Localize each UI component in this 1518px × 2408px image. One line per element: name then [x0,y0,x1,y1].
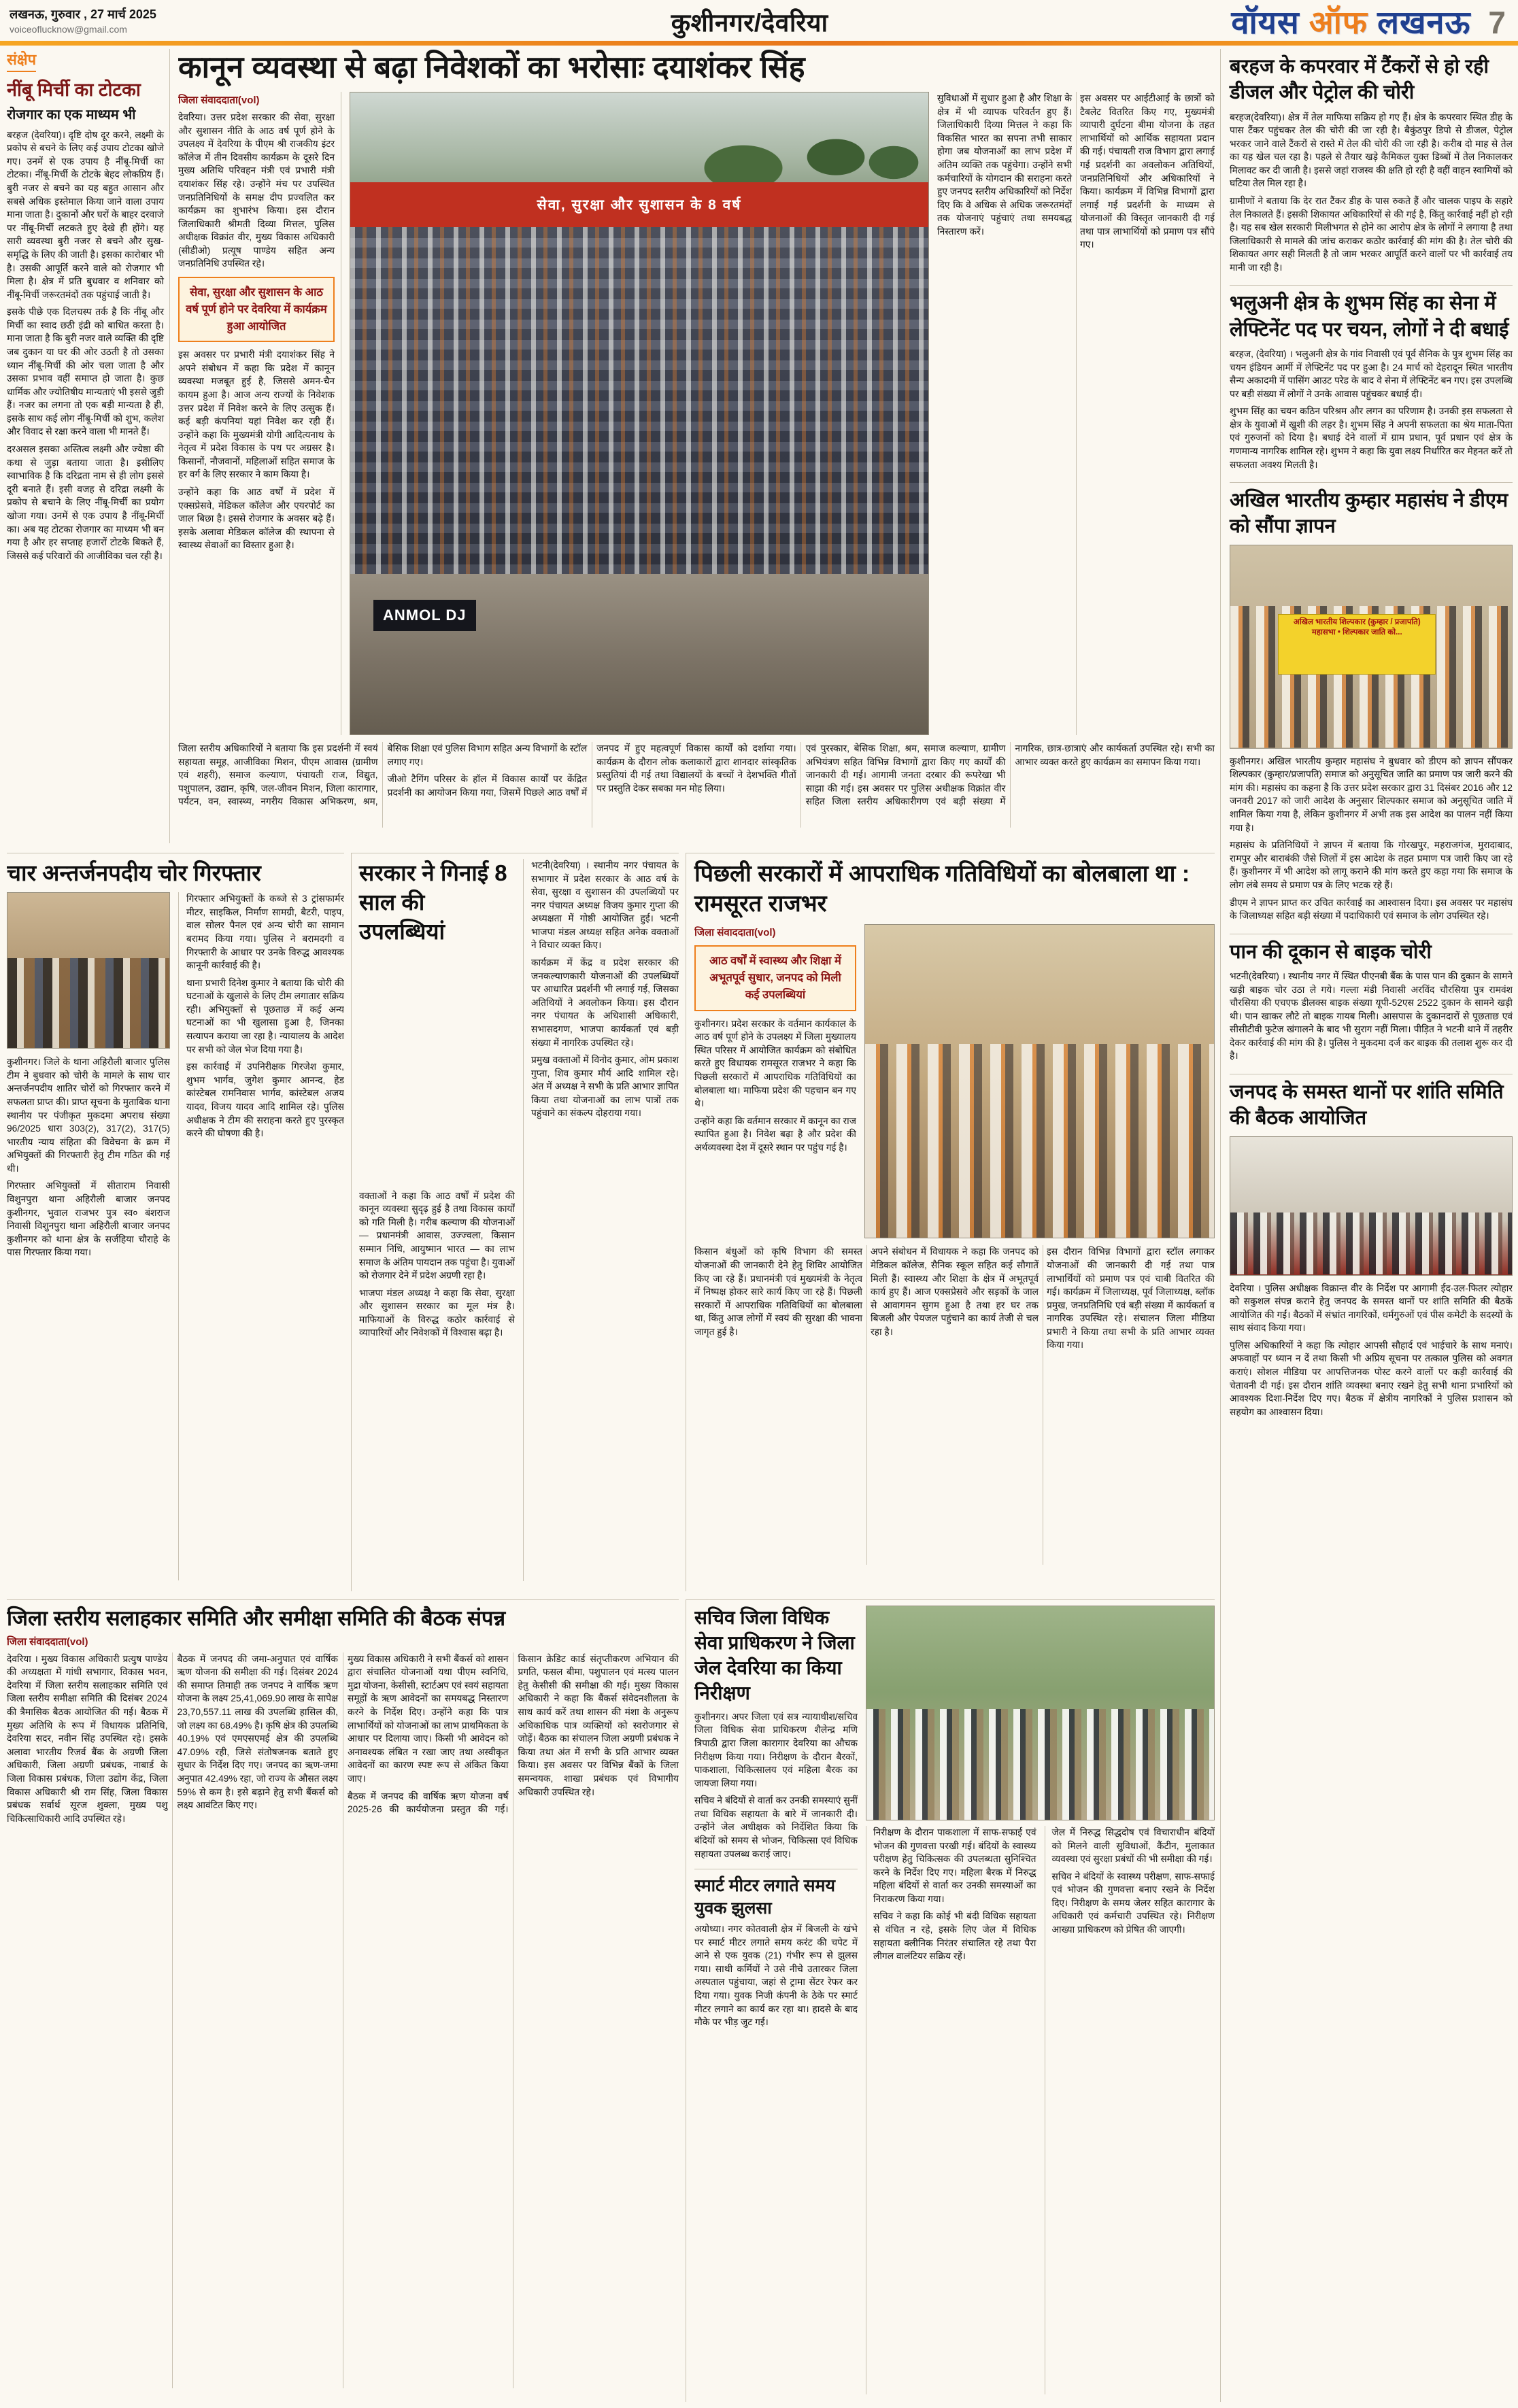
masthead-word: लखनऊ [1377,4,1471,40]
peace-body: देवरिया । पुलिस अधीक्षक विक्रान्त वीर के निर्देश पर आगामी ईद-उल-फितर त्योहार को सकुशल संपन्न कराने हेतु जनपद के समस्त थानों पर शांति समिति की बैठकें आयोजित की गईं। बैठकों में संभ्रांत नागरिकों, धर्मगुरुओं एवं पीस कमेटी के सदस्यों के साथ संवाद किया गया। पुलिस अधिकारियों ने कहा कि त्योहार आपसी सौहार्द एवं भाईचारे के साथ मनाएं। अफवाहों पर ध्यान न दें तथा किसी भी अप्रिय सूचना पर तत्काल पुलिस को अवगत कराएं। सोशल मीडिया पर आपत्तिजनक पोस्ट करने वालों पर कड़ी कार्रवाई की चेतावनी दी गई। इस दौरान शांति व्यवस्था बनाए रखने हेतु सभी थाना प्रभारियों को आवश्यक दिशा-निर्देश दिए गए। बैठक में क्षेत्रीय नागरिकों ने पुलिस प्रशासन को सहयोग का आश्वासन दिया। [1230,1283,1513,1417]
oil-theft-body: बरहज(देवरिया)। क्षेत्र में तेल माफिया सक्रिय हो गए हैं। क्षेत्र के कपरवार स्थित डीह के पास टैंकर पहुंचकर तेल की चोरी की जा रही है। बैकुंठपुर डिपो से डीजल, पेट्रोल भरकर जाने वाले टैंकरों से रास्ते में तेल की चोरी की जा रही है। करीब दो माह से तेल का यह खेल चल रहा है। पहले से तैयार खड़े कैमिकल युक्त डिब्बों में तेल निकालकर मिलावट कर दी जाती है। इससे जहां राजस्व की क्षति हो रही है वहीं वाहन स्वामियों को घटिया तेल मिल रहा है। ग्रामीणों ने बताया कि देर रात टैंकर डीह के पास रुकते हैं और चालक पाइप के सहारे तेल निकालते हैं। इसकी शिकायत अधिकारियों से की गई है, किंतु कार्रवाई नहीं हो रही है। यह सब खेल सरकारी मिलीभगत से होने का आरोप क्षेत्र के लोगों ने लगाया है तथा जिलाधिकारी से मामले की जांच कराकर कठोर कार्रवाई की मांग की है। तेल चोरी की शिकायत अगर सही मिलती है तो जाम भरकर आपूर्ति करने वालों पर भी कार्रवाई तय मानी जा रही है। [1230,112,1513,273]
brief-body: बरहज (देवरिया)। दृष्टि दोष दूर करने, लक्ष्मी के प्रकोप से बचने के लिए कई उपाय टोटका खोजे गए। उनमें से एक उपाय है नींबू-मिर्ची का टोटका। नींबू-मिर्ची के टोटके बेहद लोकप्रिय हैं। बुरी नजर से बचने का यह बहुत आसान और सबसे अधिक इस्तेमाल किया जाने वाला उपाय माना जाता है। दुकानों और घरों के बाहर दरवाजे पर नींबू-मिर्ची लटकते हुए देखे ही होंगे। यह सारी व्यवस्था बुरी नजर से बचने और सुख-समृद्धि के लिए की जाती है। इसका कारोबार भी है। उसकी आपूर्ति करने वाले को रोजगार भी मिला है। क्षेत्र में प्रति बुधवार व शनिवार को नींबू-मिर्ची जरूरतमंदों तक पहुंचाई जाती है। इसके पीछे एक दिलचस्प तर्क है कि नींबू और मिर्ची का स्वाद छठी इंद्री को बाधित करता है। माना जाता है कि बुरी नजर वाले व्यक्ति की दृष्टि जब दुकान या घर की ओर उठती है तो उसका ध्यान नींबू-मिर्ची की ओर चला जाता है और उसका प्रभाव वहीं समाप्त हो जाता है। कुछ धार्मिक और ज्योतिषीय मान्यताएं भी इससे जुड़ी हैं। नजर का लगना तो एक बड़ी मान्यता है ही, इसके साथ कई लोग नींबू-मिर्ची को शुभ, कलेश और विवाद से रक्षा करने वाला भी मानते हैं। दरअसल इसका अस्तित्व लक्ष्मी और ज्येष्ठा की कथा से जुड़ा बताया जाता है। इसीलिए स्वाभाविक है कि दरिद्रता नाम से ही लोग इससे दूरी बनाते हैं। इसी वजह से दरिद्रा लक्ष्मी के प्रकोप से बचाने के लिए नींबू-मिर्ची का प्रयोग खोजा गया। उनमें से एक उपाय है नींबू-मिर्ची का। अब यह टोटका रोजगार का माध्यम भी बन गया है और हर सप्ताह हजारों टोटके बिकते हैं, जिससे कई परिवारों की आजीविका चल रही है। [7,129,164,561]
lead-body-top: देवरिया। उत्तर प्रदेश सरकार की सेवा, सुरक्षा और सुशासन नीति के आठ वर्ष पूर्ण होने के उपलक्ष्य में देवरिया के पीएम श्री राजकीय इंटर कॉलेज में तीन दिवसीय कार्यक्रम के दूसरे दिन मुख्य अतिथि परिवहन मंत्री एवं प्रभारी मंत्री दयाशंकर सिंह रहे। उन्होंने मंच पर उपस्थित जनप्रतिनिधियों के समक्ष दीप प्रज्वलित कर कार्यक्रम का शुभारंभ किया। इस दौरान जिलाधिकारी श्रीमती दिव्या मित्तल, पुलिस अधीक्षक विक्रांत वीर, मुख्य विकास अधिकारी (सीडीओ) प्रत्यूष पाण्डेय सहित अन्य जनप्रतिनिधि उपस्थित रहे। [178,112,335,269]
bike-theft-body: भटनी(देवरिया) । स्थानीय नगर में स्थित पीएनबी बैंक के पास पान की दुकान के सामने खड़ी बाइक चोर उठा ले गये। गल्ला मंडी निवासी अरविंद चौरसिया पुत्र रामवंश चौरसिया की एचएफ डीलक्स बाइक संख्या यूपी-52एस 2522 दुकान के सामने खड़ी थी। पान खाकर लौटे तो बाइक गायब मिली। आसपास के दुकानदारों से पूछताछ एवं सीसीटीवी फुटेज खंगालने के बाद भी सुराग नहीं मिला। पीड़ित ने भटनी थाने में तहरीर देकर कार्रवाई की मांग की है। पुलिस ने मुकदमा दर्ज कर बाइक की तलाश शुरू कर दी है। [1230,970,1513,1062]
eight-years-body [359,859,679,1581]
photo-rajbhar-stage [864,924,1215,1238]
article-rajbhar [686,853,1215,1591]
photo-crowd [350,227,928,574]
brief-headline: नींबू मिर्ची का टोटका [7,80,141,100]
peace-headline: जनपद के समस्त थानों पर शांति समिति की बैठक आयोजित [1230,1081,1504,1130]
photo-peace-meeting [1230,1136,1513,1276]
section-title: कुशीनगर/देवरिया [671,8,828,37]
lead-column-right: सुविधाओं में सुधार हुआ है और शिक्षा के क्षेत्र में भी व्यापक परिवर्तन हुए हैं। जिलाधिकारी दिव्या मित्तल ने कहा कि विकसित भारत का सपना तभी साकार होगा जब योजनाओं का लाभ प्रदेश में अंतिम व्यक्ति तक पहुंचेगा। उन्होंने सभी कर्मचारियों के योगदान की सराहना करते हुए जनपद स्तरीय अधिकारियों को निर्देश दिए कि वे अधिक से अधिक जरूरतमंदों तक योजनाएं पहुंचाएं तथा समयबद्ध निस्तारण करें। इस अवसर पर आईटीआई के छात्रों को टैबलेट वितरित किए गए, मुख्यमंत्री व्यापारी दुर्घटना बीमा योजना के तहत लाभार्थियों को आर्थिक सहायता प्रदान की गई। पंचायती राज विभाग द्वारा लगाई गई प्रदर्शनी का अवलोकन अतिथियों, जनप्रतिनिधियों और अधिकारियों ने किया। कार्यक्रम में विभिन्न विभागों द्वारा लगाई गई प्रदर्शनी के माध्यम से योजनाओं की विस्तृत जानकारी दी गई तथा पात्र लाभार्थियों को प्रमाण पत्र सौंपे गए। [937,93,1215,250]
thieves-headline: चार अन्तर्जनपदीय चोर गिरफ्तार [7,860,261,885]
lead-bottom-strip: जिला स्तरीय अधिकारियों ने बताया कि इस प्रदर्शनी में स्वयं सहायता समूह, आजीविका मिशन, पीएम आवास (ग्रामीण एवं शहरी), समाज कल्याण, पंचायती राज, विद्युत, पशुपालन, उद्यान, कृषि, जल-जीवन मिशन, जिला कारागार, पर्यटन, वन, स्वास्थ्य, नगरीय विकास अभिकरण, श्रम, बेसिक शिक्षा एवं पुलिस विभाग सहित अन्य विभागों के स्टॉल लगाए गए। जीओ टैगिंग परिसर के हॉल में विकास कार्यों पर केंद्रित प्रदर्शनी का आयोजन किया गया, जिसमें पिछले आठ वर्षों में जनपद में हुए महत्वपूर्ण विकास कार्यों को दर्शाया गया। कार्यक्रम के दौरान लोक कलाकारों द्वारा शानदार सांस्कृतिक प्रस्तुतियां दी गईं तथा विद्यालयों के बच्चों ने देशभक्ति गीतों पर प्रस्तुति देकर सबका मन मोह लिया। एवं पुरस्कार, बेसिक शिक्षा, श्रम, समाज कल्याण, ग्रामीण अभियंत्रण सहित विभिन्न विभागों द्वारा किए गए कार्यों की जानकारी दी गई। आगामी जनता दरबार की रूपरेखा भी साझा की गई। इस अवसर पर पुलिस अधीक्षक विक्रांत वीर सहित जिला स्तरीय अधिकारीगण एवं बड़ी संख्या में नागरिक, छात्र-छात्राएं और कार्यकर्ता उपस्थित रहे। सभी का आभार व्यक्त करते हुए कार्यक्रम का समापन किया गया। [178,743,1215,807]
lead-quote-box: सेवा, सुरक्षा और सुशासन के आठ वर्ष पूर्ण होने पर देवरिया में कार्यक्रम हुआ आयोजित [178,277,335,342]
article-smart-meter [694,1869,858,2029]
smart-meter-headline: स्मार्ट मीटर लगाते समय युवक झुलसा [694,1876,835,1918]
bike-theft-headline: पान की दूकान से बाइक चोरी [1230,940,1432,963]
jail-col1-text: कुशीनगर। अपर जिला एवं सत्र न्यायाधीश/सचिव जिला विधिक सेवा प्राधिकरण शैलेन्द्र मणि त्रिपाठी द्वारा जिला कारागार देवरिया का औचक निरीक्षण किया गया। निरीक्षण के दौरान बैरकों, पाकशाला, चिकित्सालय एवं महिला बैरक का जायजा लिया गया। सचिव ने बंदियों से वार्ता कर उनकी समस्याएं सुनीं तथा विधिक सहायता के बारे में जानकारी दी। उन्होंने जेल अधीक्षक को निर्देशित किया कि बंदियों को समय से भोजन, चिकित्सा एवं विधिक सहायता उपलब्ध कराई जाए। [694,1711,858,1859]
article-army-selection [1230,285,1513,482]
rajbhar-headline: पिछली सरकारों में आपराधिक गतिविधियों का बोलबाला था : रामसूरत राजभर [694,861,1190,917]
jail-headline: सचिव जिला विधिक सेवा प्राधिकरण ने जिला जेल देवरिया का किया निरीक्षण [694,1607,855,1703]
lead-column-left [178,92,341,735]
date-line: लखनऊ, गुरुवार , 27 मार्च 2025 [10,7,156,22]
header-right [1231,0,1508,43]
photo-lead-event [350,92,929,735]
masthead-word: ऑफ [1309,4,1368,40]
brief-subhead: रोजगार का एक माध्यम भी [7,107,136,122]
kumhar-headline: अखिल भारतीय कुम्हार महासंघ ने डीएम को सौंपा ज्ञापन [1230,490,1508,538]
rajbhar-middle [694,924,1215,1238]
photo-arrested-thieves [7,892,170,1049]
jail-body [694,1606,1215,2394]
article-peace-committee [1230,1074,1513,1429]
rajbhar-byline: जिला संवाददाता(vol) [694,927,776,939]
photo-stage-banner: सेवा, सुरक्षा और सुशासन के 8 वर्ष [350,182,928,227]
article-bike-theft [1230,934,1513,1074]
article-advisory-meeting [7,1599,679,2402]
kumhar-body: कुशीनगर। अखिल भारतीय कुम्हार महासंघ ने बुधवार को डीएम को ज्ञापन सौंपकर शिल्पकार (कुम्हार/प्रजापति) समाज को अनुसूचित जाति का प्रमाण पत्र जारी करने की मांग की। महासंघ का कहना है कि उत्तर प्रदेश सरकार द्वारा 31 दिसंबर 2016 और 12 जनवरी 2017 को जारी आदेश के अनुसार शिल्पकार समाज को अनुसूचित जाति में शामिल किया गया है, लेकिन कुशीनगर में अभी तक इस आदेश का पालन नहीं किया गया है। महासंघ के प्रतिनिधियों ने ज्ञापन में बताया कि गोरखपुर, महराजगंज, मुरादाबाद, रामपुर और बाराबंकी जैसे जिलों में इस आदेश के तहत प्रमाण पत्र जारी किए जा रहे हैं। कुशीनगर में भी आदेश को लागू कराने की मांग करते हुए कहा गया कि समाज के लोग लंबे समय से प्रमाण पत्र के लिए भटक रहे हैं। डीएम ने ज्ञापन प्राप्त कर उचित कार्रवाई का आश्वासन दिया। इस अवसर पर महासंघ के जिलाध्यक्ष सहित बड़ी संख्या में पदाधिकारी एवं समाज के लोग उपस्थित रहे। [1230,756,1513,921]
jail-column-left [694,1606,858,2394]
article-kumhar-memorandum [1230,482,1513,933]
kumhar-banner-text: अखिल भारतीय शिल्पकार (कुम्हार / प्रजापति) महासभा • शिल्पकार जाति को... [1278,614,1436,675]
article-thieves [7,853,344,1591]
article-jail-inspection [686,1599,1215,2402]
lead-byline: जिला संवाददाता(vol) [178,95,260,107]
thieves-column-a: कुशीनगर। जिले के थाना अहिरौली बाजार पुलिस टीम ने बुधवार को चोरी के मामले के साथ चार अन्तर्जनपदीय शातिर चोरों को गिरफ्तार करने में सफलता प्राप्त की। प्राप्त सूचना के मुताबिक थाना स्थानीय पर पंजीकृत मुकदमा अपराध संख्या 96/2025 धारा 303(2), 317(2), 317(5) भारतीय न्याय संहिता की विवेचना के क्रम में अभियुक्तों की गिरफ्तारी हेतु टीम गठित की गई थी। गिरफ्तार अभियुक्तों में सीताराम निवासी विशुनपुरा थाना अहिरौली बाजार जनपद कुशीनगर, भुवाल राजभर पुत्र स्व० बंशराज निवासी विशुनपुरा थाना अहिरौली बाजार जनपद कुशीनगर को थाना क्षेत्र के सर्जहिया चौराहे के पास गिरफ्तार किया गया। [7,1057,170,1258]
photo-stage-floor [350,574,928,734]
email-address: voiceoflucknow@gmail.com [10,23,127,35]
article-eight-years [351,853,679,1591]
page-number: 7 [1488,5,1506,40]
lead-body-bottom: इस अवसर पर प्रभारी मंत्री दयाशंकर सिंह ने अपने संबोधन में कहा कि प्रदेश में कानून व्यवस्था मजबूत हुई है, जिससे अमन-चैन कायम हुआ है। आज अन्य राज्यों के निवेशक उत्तर प्रदेश में निवेश करने के लिए उत्सुक हैं। कई बड़ी कंपनियां यहां निवेश कर रही हैं। उन्होंने कहा कि मुख्यमंत्री योगी आदित्यनाथ के नेतृत्व में प्रदेश विकास के पथ पर अग्रसर है। किसानों, नौजवानों, महिलाओं सहित समाज के हर वर्ग के लिए सरकार ने काम किया है। उन्होंने कहा कि आठ वर्षों में प्रदेश में एक्सप्रेसवे, मेडिकल कॉलेज और एयरपोर्ट का जाल बिछा है। इससे रोजगार के अवसर बढ़े हैं। इसके अलावा मेडिकल कॉलेज की स्थापना से स्वास्थ्य सेवाओं का विस्तार हुआ है। [178,350,335,551]
article-lead [178,49,1215,845]
photo-jail-inspection [866,1606,1215,1820]
oil-theft-headline: बरहज के कपरवार में टैंकरों से हो रही डीजल और पेट्रोल की चोरी [1230,56,1489,104]
masthead-word: वॉयस [1231,4,1300,40]
newspaper-name [1231,0,1470,43]
thieves-column-b: गिरफ्तार अभियुक्तों के कब्जे से 3 ट्रांसफार्मर मीटर, साइकिल, निर्माण सामग्री, बैटरी, पाइप, वाल सोलर पैनल एवं अन्य चोरी का सामान बरामद किया गया। पुलिस ने बरामदगी व गिरफ्तारी के आधार पर उनके विरुद्ध आवश्यक कानूनी कार्रवाई की है। थाना प्रभारी दिनेश कुमार ने बताया कि चोरी की घटनाओं के खुलासे के लिए टीम लगातार सक्रिय रही। अभियुक्तों से पूछताछ में कई अन्य घटनाओं का भी खुलासा हुआ है, जिनका सत्यापन कराया जा रहा है। न्यायालय के आदेश पर सभी को जेल भेज दिया गया है। इस कार्रवाई में उपनिरीक्षक गिरजेश कुमार, शुभम भार्गव, जुगेश कुमार आनन्द, हेड कांस्टेबल रामनिवास भार्गव, कांस्टेबल अजय यादव, विजय यादव आदि शामिल रहे। पुलिस अधीक्षक ने टीम की सराहना करते हुए पुरस्कृत करने की घोषणा की है। [178,892,344,1580]
rajbhar-bottom-text: किसान बंधुओं को कृषि विभाग की समस्त योजनाओं की जानकारी देने हेतु शिविर आयोजित किए जा रहे हैं। प्रधानमंत्री एवं मुख्यमंत्री के नेतृत्व में निष्पक्ष होकर सारे कार्य किए जा रहे हैं। पिछली सरकारों में आपराधिक गतिविधियों का बोलबाला था, किंतु आज लोगों में स्वयं की सुरक्षा की भावना जागृत हुई है। अपने संबोधन में विधायक ने कहा कि जनपद को मेडिकल कॉलेज, सैनिक स्कूल सहित कई सौगातें मिली हैं। स्वास्थ्य और शिक्षा के क्षेत्र में अभूतपूर्व कार्य हुए हैं। आज एक्सप्रेसवे और सड़कों के जाल से आवागमन सुगम हुआ है तथा हर घर तक बिजली और पेयजल पहुंचाने का कार्य तेजी से चल रहा है। इस दौरान विभिन्न विभागों द्वारा स्टॉल लगाकर योजनाओं की जानकारी दी गई तथा पात्र लाभार्थियों को प्रमाण पत्र एवं चाबी वितरित की गई। कार्यक्रम में जिलाध्यक्ष, पूर्व जिलाध्यक्ष, ब्लॉक प्रमुख, जनप्रतिनिधि एवं बड़ी संख्या में कार्यकर्ता व नागरिक उपस्थित रहे। संचालन जिला मीडिया प्रभारी ने किया तथा सभी के प्रति आभार व्यक्त किया गया। [694,1247,1215,1351]
article-brief [7,49,170,843]
photo-kumhar-group [1230,545,1513,749]
rajbhar-column-left [694,924,856,1238]
lead-headline: कानून व्यवस्था से बढ़ा निवेशकों का भरोसाः दयाशंकर सिंह [178,50,805,84]
lead-body [178,92,1215,735]
eight-years-headline: सरकार ने गिनाई 8 साल की उपलब्धियां [359,860,507,944]
photo-sky-trees [350,92,928,182]
advisory-body: देवरिया । मुख्य विकास अधिकारी प्रत्युष पाण्डेय की अध्यक्षता में गांधी सभागार, विकास भवन, देवरिया में जिला स्तरीय सलाहकार समिति एवं जिला स्तरीय समीक्षा समिति की दिसंबर 2024 की त्रैमासिक बैठक आयोजित की गई। बैठक में मुख्य अतिथि के रूप में विधायक प्रतिनिधि, देवरिया सदर, नवीन सिंह उपस्थित रहे। इसके अलावा भारतीय रिजर्व बैंक के अग्रणी जिला अधिकारी, जिला अग्रणी प्रबंधक, नाबार्ड के जिला विकास प्रबंधक, जिला उद्योग केंद्र, जिला विकास अधिकारी श्री राम सिंह, जिला विकास प्रबंधक सर्वार्थ सूरज शुक्ला, मुख्य पशु चिकित्साधिकारी आदि उपस्थित रहे। बैठक में जनपद की जमा-अनुपात एवं वार्षिक ऋण योजना की समीक्षा की गई। दिसंबर 2024 की समाप्त तिमाही तक जनपद ने वार्षिक ऋण योजना के लक्ष्य 25,41,069.90 लाख के सापेक्ष 23,70,557.11 लाख की उपलब्धि हासिल की, जो लक्ष्य का 68.49% है। कृषि क्षेत्र की उपलब्धि 40.19% एवं एमएसएमई क्षेत्र की उपलब्धि 47.09% रही, जिसे संतोषजनक बताते हुए सुधार के निर्देश दिए गए। जनपद का ऋण-जमा अनुपात 42.49% रहा, जो राज्य के औसत लक्ष्य 59% से कम है। इसे बढ़ाने हेतु सभी बैंकर्स को लक्ष्य आवंटित किए गए। मुख्य विकास अधिकारी ने सभी बैंकर्स को शासन द्वारा संचालित योजनाओं यथा पीएम स्वनिधि, मुद्रा योजना, केसीसी, स्टार्टअप एवं स्वयं सहायता समूहों के ऋण आवेदनों का समयबद्ध निस्तारण करने के निर्देश दिए। उन्होंने कहा कि पात्र लाभार्थियों को योजनाओं का लाभ प्राथमिकता के आधार पर दिलाया जाए। किसी भी आवेदन को अनावश्यक लंबित न रखा जाए तथा अस्वीकृत आवेदनों का कारण स्पष्ट रूप से अंकित किया जाए। बैठक में जनपद की वार्षिक ऋण योजना वर्ष 2025-26 की कार्ययोजना प्रस्तुत की गई। किसान क्रेडिट कार्ड संतृप्तीकरण अभियान की प्रगति, फसल बीमा, पशुपालन एवं मत्स्य पालन हेतु केसीसी की समीक्षा की गई। मुख्य विकास अधिकारी ने कहा कि बैंकर्स संवेदनशीलता के साथ कार्य करें तथा शासन की मंशा के अनुरूप अधिकाधिक पात्र व्यक्तियों को स्वरोजगार से जोड़ें। बैठक का संचालन जिला अग्रणी प्रबंधक ने किया तथा अंत में सभी के प्रति आभार व्यक्त किया। इस अवसर पर विभिन्न बैंकों के जिला समन्वयक, शाखा प्रबंधक एवं विभागीय अधिकारी उपस्थित रहे। [7,1653,679,1824]
article-oil-theft [1230,49,1513,285]
header-rule [0,41,1518,46]
army-selection-headline: भलुअनी क्षेत्र के शुभम सिंह का सेना में लेफ्टिनेंट पद पर चयन, लोगों ने दी बधाई [1230,292,1509,341]
smart-meter-body: अयोध्या। नगर कोतवाली क्षेत्र में बिजली के खंभे पर स्मार्ट मीटर लगाते समय करंट की चपेट में आने से एक युवक (21) गंभीर रूप से झुलस गया। साथी कर्मियों ने उसे नीचे उतारकर जिला अस्पताल पहुंचाया, जहां से ट्रामा सेंटर रेफर कर दिया गया। युवक निजी कंपनी के ठेके पर स्मार्ट मीटर लगाने का कार्य कर रहा था। हादसे के बाद मौके पर भीड़ जुट गई। [694,1924,858,2028]
jail-col3-text: जेल में निरुद्ध सिद्धदोष एवं विचाराधीन बंदियों को मिलने वाली सुविधाओं, कैंटीन, मुलाकात व्यवस्था एवं सुरक्षा प्रबंधों की भी समीक्षा की गई। सचिव ने बंदियों के स्वास्थ्य परीक्षण, साफ-सफाई एवं भोजन की गुणवत्ता बनाए रखने के निर्देश दिए। निरीक्षण के समय जेलर सहित कारागार के अधिकारी एवं कर्मचारी उपस्थित रहे। निरीक्षण आख्या प्राधिकरण को प्रेषित की जाएगी। [1045,1826,1215,2394]
rajbhar-left-text: कुशीनगर। प्रदेश सरकार के वर्तमान कार्यकाल के आठ वर्ष पूर्ण होने के उपलक्ष्य में जिला मुख्यालय स्थित परिसर में आयोजित कार्यक्रम को संबोधित करते हुए विधायक रामसूरत राजभर ने कहा कि पिछली सरकारों में आपराधिक गतिविधियों का बोलबाला था। माफिया प्रदेश की पहचान बन गए थे। उन्होंने कहा कि वर्तमान सरकार में कानून का राज स्थापित हुआ है। निवेश बढ़ा है और प्रदेश की अर्थव्यवस्था देश में दूसरे स्थान पर पहुंच गई है। [694,1018,856,1153]
right-sidebar [1220,49,1513,2402]
army-selection-body: बरहज, (देवरिया) । भलुअनी क्षेत्र के गांव निवासी एवं पूर्व सैनिक के पुत्र शुभम सिंह का चयन इंडियन आर्मी में लेफ्टिनेंट पद पर हुआ है। 24 मार्च को देहरादून स्थित भारतीय सैन्य अकादमी में पासिंग आउट परेड के बाद वे सेना में लेफ्टिनेंट बन गए। इस उपलब्धि पर बड़ी संख्या में लोगों ने उनके आवास पहुंचकर बधाई दी। शुभम सिंह का चयन कठिन परिश्रम और लगन का परिणाम है। उनकी इस सफलता से क्षेत्र के युवाओं में खुशी की लहर है। शुभम सिंह ने अपनी सफलता का श्रेय माता-पिता एवं गुरुजनों को दिया है। बधाई देने वालों में ग्राम प्रधान, पूर्व प्रधान एवं क्षेत्र के गणमान्य नागरिक शामिल रहे। शुभम ने कहा कि युवा लक्ष्य निर्धारित कर मेहनत करें तो सफलता अवश्य मिलती है। [1230,349,1513,470]
eight-years-col2: भटनी(देवरिया) । स्थानीय नगर पंचायत के सभागार में प्रदेश सरकार के आठ वर्ष के सेवा, सुरक्षा व सुशासन की उपलब्धियों पर नगर पंचायत अध्यक्ष विजय कुमार गुप्ता की अध्यक्षता में गोष्ठी आयोजित हुई। भटनी भाजपा मंडल अध्यक्ष सहित अनेक वक्ताओं ने विचार व्यक्त किए। कार्यक्रम में केंद्र व प्रदेश सरकार की जनकल्याणकारी योजनाओं की उपलब्धियों पर आधारित प्रदर्शनी भी लगाई गई, जिसका अतिथियों ने अवलोकन किया। इस दौरान नगर पंचायत के अधिशासी अधिकारी, सभासदगण, भाजपा कार्यकर्ता एवं बड़ी संख्या में नागरिक उपस्थित रहे। प्रमुख वक्ताओं में विनोद कुमार, ओम प्रकाश गुप्ता, शिव कुमार मौर्य आदि शामिल रहे। अंत में अध्यक्ष ने सभी के प्रति आभार ज्ञापित किया तथा योजनाओं का लाभ पात्रों तक पहुंचाने का संकल्प दोहराया गया। [523,859,679,1581]
jail-col2-text: निरीक्षण के दौरान पाकशाला में साफ-सफाई एवं भोजन की गुणवत्ता परखी गई। बंदियों के स्वास्थ्य परीक्षण हेतु चिकित्सक की उपलब्धता सुनिश्चित करने के निर्देश दिए गए। महिला बैरक में निरुद्ध महिला बंदियों से वार्ता कर उनकी समस्याओं का निराकरण किया गया। सचिव ने कहा कि कोई भी बंदी विधिक सहायता से वंचित न रहे, इसके लिए जेल में विधिक सहायता क्लीनिक निरंतर संचालित रहे तथा पैरा लीगल वालंटियर सक्रिय रहें। [866,1826,1036,2394]
advisory-byline: जिला संवाददाता(vol) [7,1635,88,1648]
thieves-body [7,892,344,1580]
advisory-headline: जिला स्तरीय सलाहकार समिति और समीक्षा समिति की बैठक संपन्न [7,1606,506,1630]
rajbhar-quote-box: आठ वर्षों में स्वास्थ्य और शिक्षा में अभूतपूर्व सुधार, जनपद को मिली कई उपलब्धियां [694,945,856,1011]
photo-dj-box-text: ANMOL DJ [373,600,476,631]
brief-section-label: संक्षेप [7,49,36,72]
eight-years-col1: वक्ताओं ने कहा कि आठ वर्षों में प्रदेश की कानून व्यवस्था सुदृढ़ हुई है तथा विकास कार्यों को गति मिली है। गरीब कल्याण की योजनाओं — प्रधानमंत्री आवास, उज्ज्वला, किसान सम्मान निधि, आयुष्मान भारत — का लाभ समाज के अंतिम पायदान तक पहुंचा है। युवाओं को रोजगार देने में प्रदेश अग्रणी रहा है। भाजपा मंडल अध्यक्ष ने कहा कि सेवा, सुरक्षा और सुशासन सरकार का मूल मंत्र है। माफियाओं के विरुद्ध कठोर कार्रवाई से व्यापारियों और निवेशकों में विश्वास बढ़ा है। [359,1190,515,1338]
header-left [10,6,268,35]
masthead-bar [10,3,1508,39]
